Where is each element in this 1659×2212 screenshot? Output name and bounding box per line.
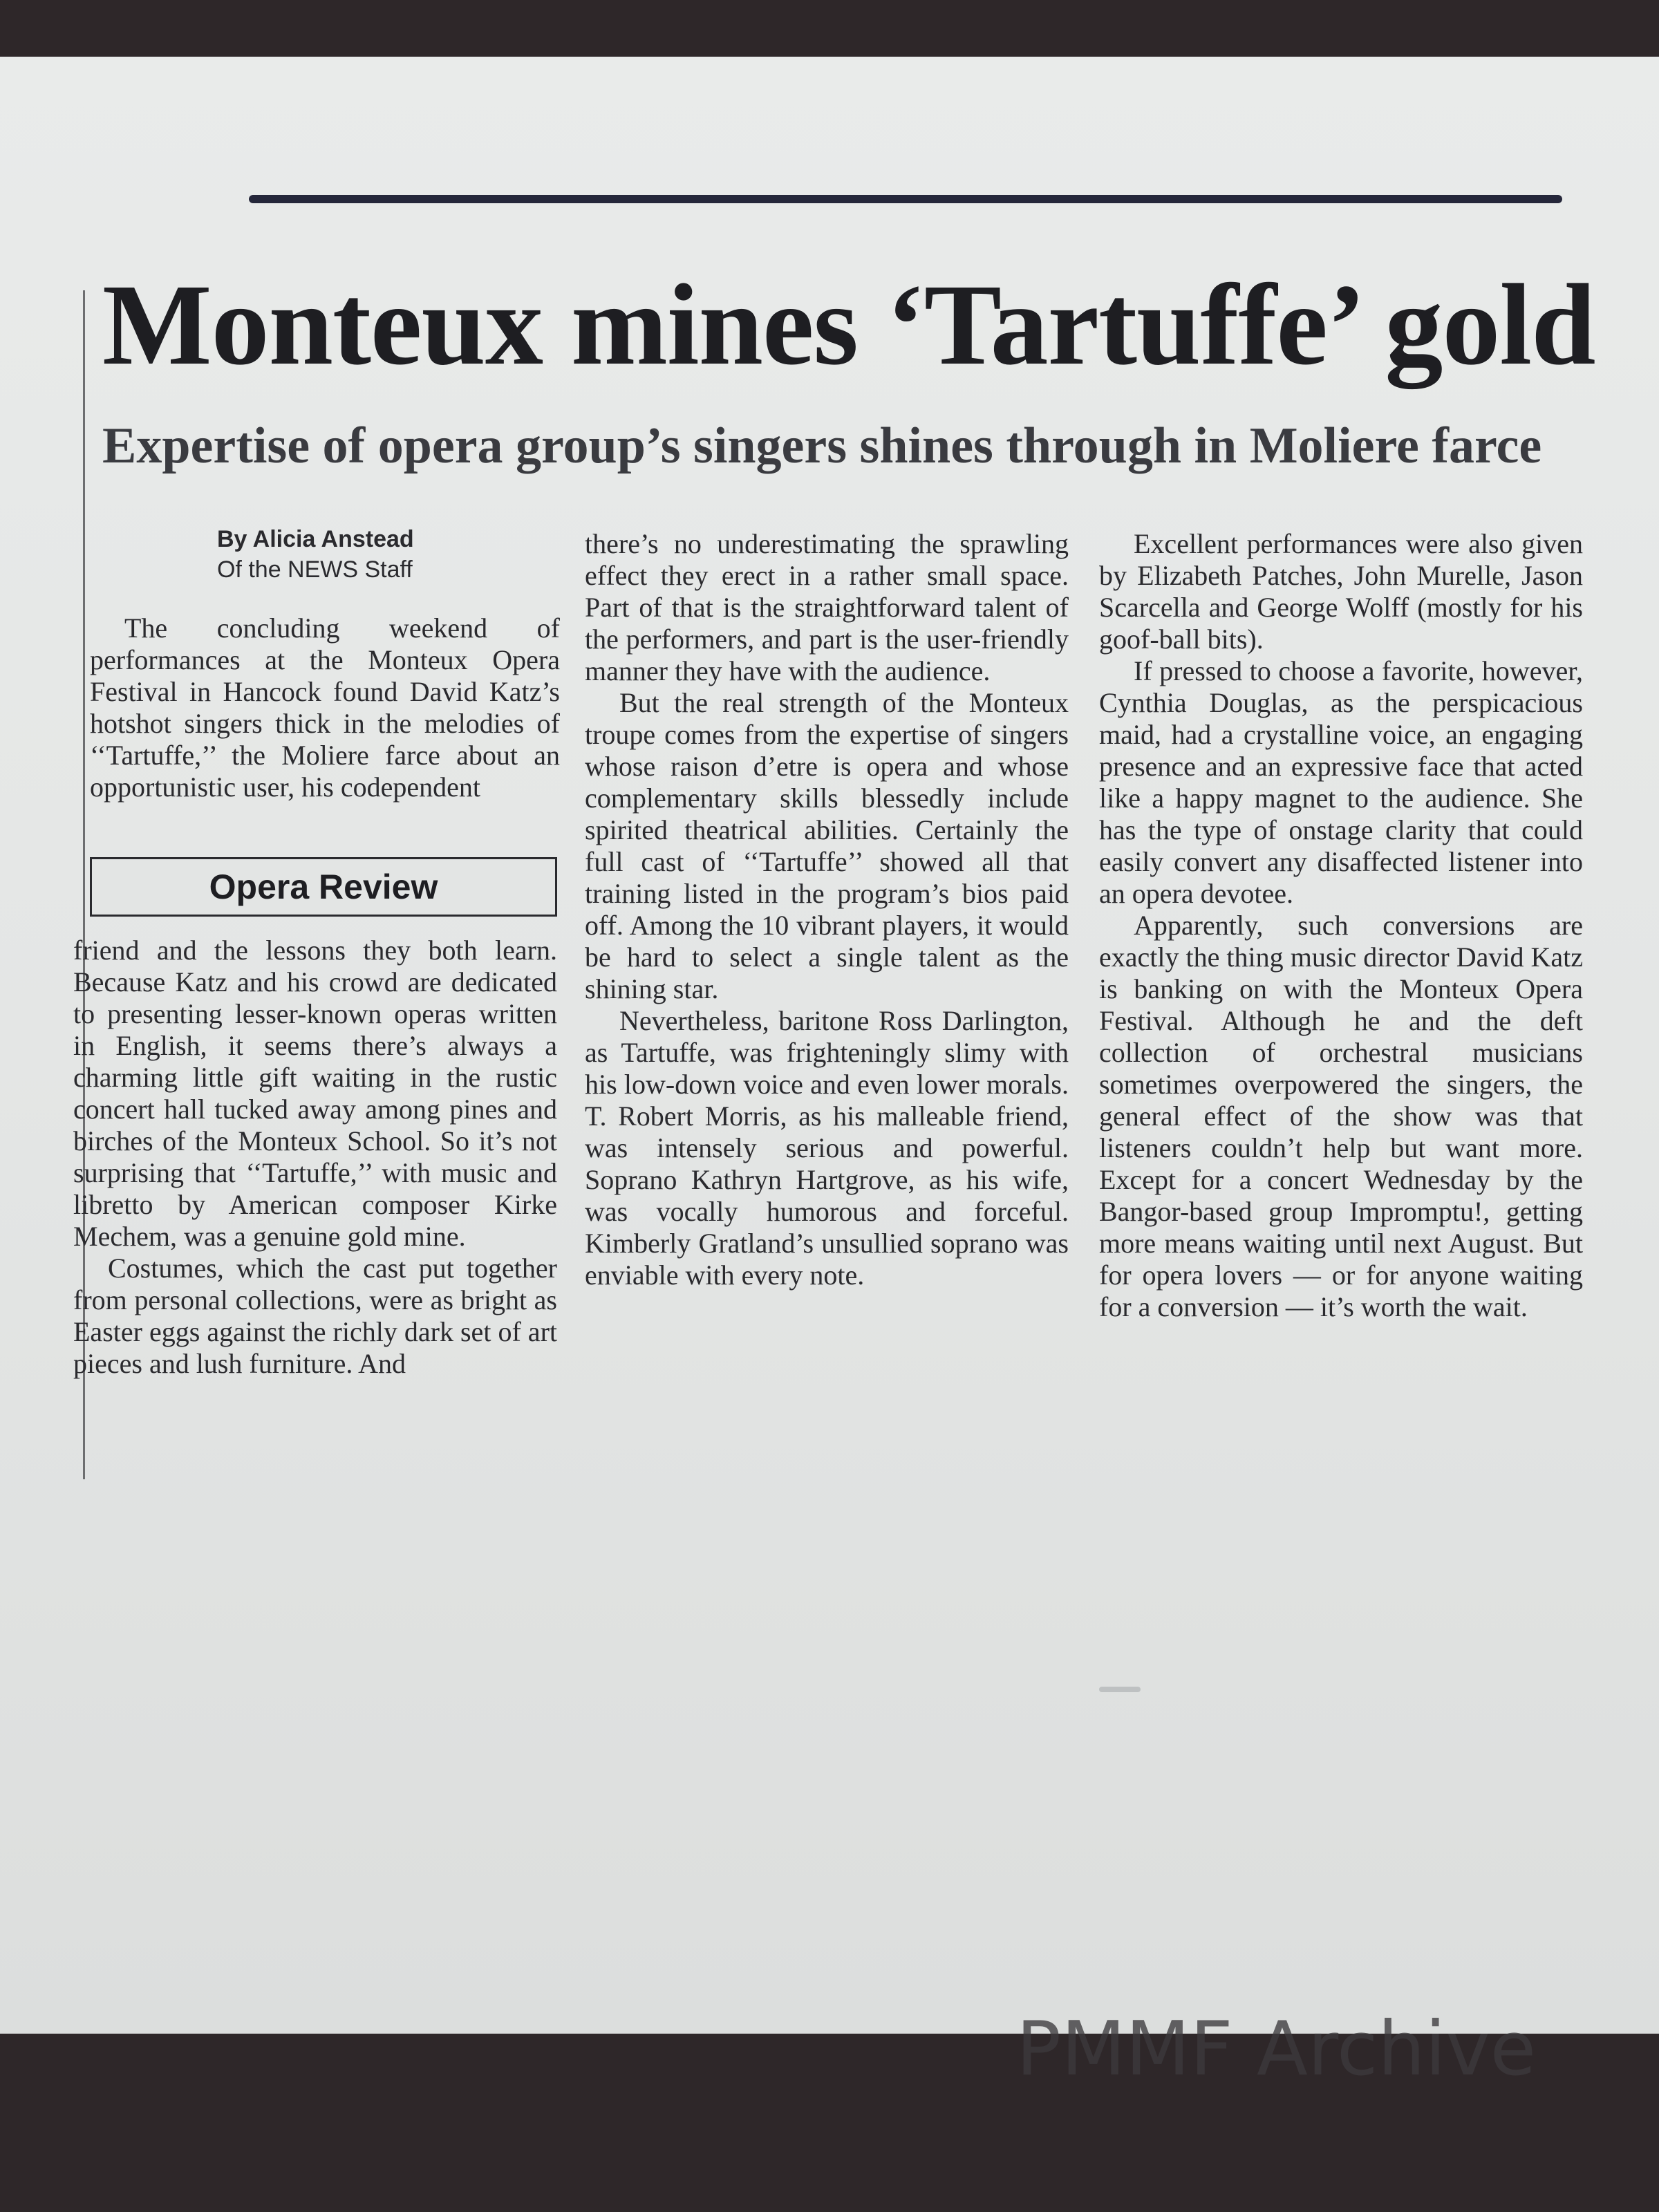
paragraph-5: Excellent performances were also given by Elizabeth Patches, John Murelle, Jason Scarcella and George Wolff (mostly for his goof-ball bits). [1099, 528, 1583, 655]
subheadline: Expertise of opera group’s singers shines through in Moliere farce [102, 418, 1542, 474]
column-2 [585, 528, 1069, 1291]
archive-watermark: PMMF Archive [1016, 2006, 1537, 2092]
paper-mark [1099, 1687, 1141, 1692]
paragraph-6: If pressed to choose a favorite, however, Cynthia Douglas, as the perspicacious maid, had a crystalline voice, an engaging presence and an expressive face that acted like a happy magnet to the audience. She has the type of onstage clarity that could easily convert any disaffected listener into an opera devotee. [1099, 655, 1583, 909]
paragraph-1-continued: friend and the lessons they both learn. Because Katz and his crowd are dedicated to presenting lesser-known operas written in English, it seems there’s always a charming little gift waiting in the rustic concert hall tucked away among pines and birches of the Monteux School. So it’s not surprising that ‘‘Tartuffe,’’ with music and libretto by American composer Kirke Mechem, was a genuine gold mine. [73, 935, 557, 1252]
column-1-top [90, 612, 560, 803]
paragraph-1: The concluding weekend of performances at the Monteux Opera Festival in Hancock found David Katz’s hotshot singers thick in the melodies of ‘‘Tartuffe,’’ the Moliere farce about an opportunistic user, his codependent [90, 612, 560, 803]
top-rule [249, 195, 1562, 203]
column-1-bottom [73, 935, 557, 1380]
byline-affiliation: Of the NEWS Staff [217, 556, 413, 583]
column-3 [1099, 528, 1583, 1323]
paragraph-2-continued: there’s no underestimating the sprawling effect they erect in a rather small space. Part of that is the straightforward talent of the performers, and part is the user-friendly manner they have with the audience. [585, 528, 1069, 686]
paragraph-3: But the real strength of the Monteux troupe comes from the expertise of singers whose raison d’etre is opera and whose complementary skills blessedly include spirited theatrical abilities. Certainly the full cast of ‘‘Tartuffe’’ showed all that training listed in the program’s bios paid off. Among the 10 vibrant players, it would be hard to select a single talent as the shining star. [585, 687, 1069, 1004]
section-label: Opera Review [90, 857, 557, 917]
headline: Monteux mines ‘Tartuffe’ gold [102, 261, 1595, 389]
paragraph-7: Apparently, such conversions are exactly the thing music director David Katz is banking on with the Monteux Opera Festival. Although he and the deft collection of orchestral musicians sometimes overpowered the singers, the general effect of the show was that listeners couldn’t help but want more. Except for a concert Wednesday by the Bangor-based group Impromptu!, getting more means waiting until next August. But for opera lovers — or for anyone waiting for a conversion — it’s worth the wait. [1099, 910, 1583, 1322]
byline-author: By Alicia Anstead [217, 526, 414, 552]
paragraph-2: Costumes, which the cast put together from personal collections, were as bright as Easter eggs against the richly dark set of art pieces and lush furniture. And [73, 1253, 557, 1379]
byline [217, 524, 414, 585]
paragraph-4: Nevertheless, baritone Ross Darlington, as Tartuffe, was frighteningly slimy with his low-down voice and even lower morals. T. Robert Morris, as his malleable friend, was intensely serious and powerful. Soprano Kathryn Hartgrove, as his wife, was vocally humorous and forceful. Kimberly Gratland’s unsullied soprano was enviable with every note. [585, 1005, 1069, 1291]
